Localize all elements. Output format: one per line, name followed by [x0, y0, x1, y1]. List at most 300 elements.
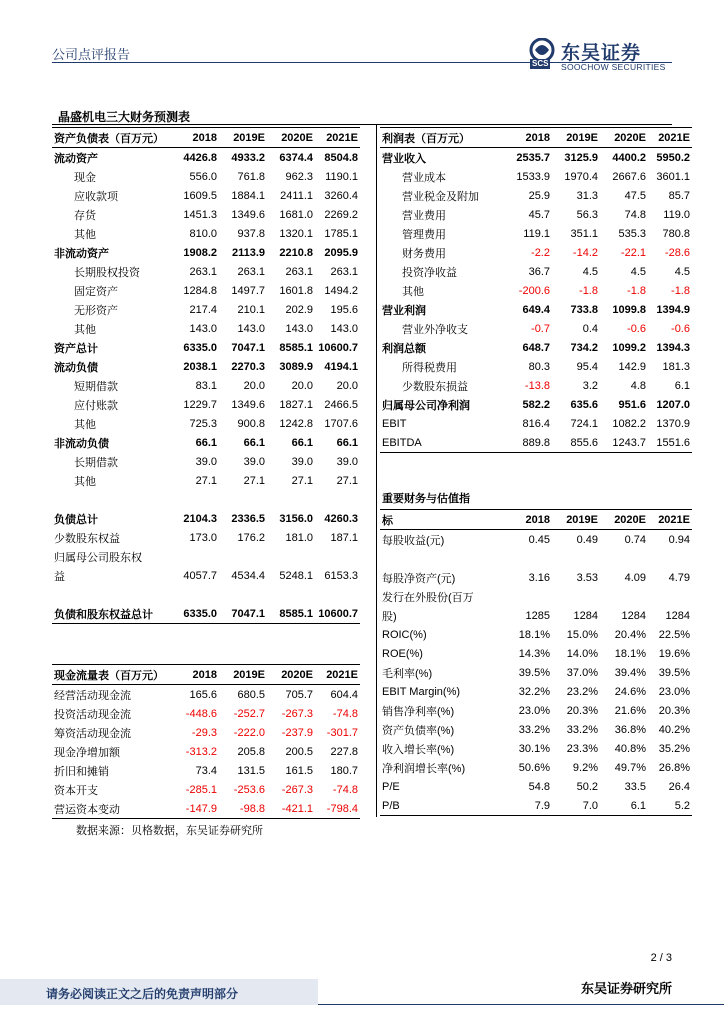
ratios-row-label: P/E: [382, 780, 400, 793]
ratios-row: [380, 720, 692, 739]
title-divider: [52, 124, 672, 125]
ratios-row-label: P/B: [380, 796, 504, 816]
ratios-cell: 20.4%: [614, 628, 646, 641]
balance-cell: 27.1: [291, 474, 313, 487]
income-row-label: 管理费用: [402, 228, 446, 241]
income-cell: 1099.2: [612, 341, 646, 354]
balance-cell: 263.1: [189, 265, 217, 278]
balance-cell: 2466.5: [324, 398, 358, 411]
cashflow-header-cell: 2019E: [219, 665, 267, 685]
balance-row-label: 其他: [74, 418, 96, 431]
balance-cell: 202.9: [285, 303, 313, 316]
ratios-row: [380, 758, 692, 777]
income-header-cell: 利润表（百万元）: [380, 128, 504, 148]
cashflow-header-cell: 2018: [172, 665, 219, 685]
income-cell: 4.5: [582, 265, 598, 278]
income-cell: 4400.2: [612, 151, 646, 164]
income-cell: 535.3: [618, 227, 646, 240]
balance-cell: 6335.0: [183, 341, 217, 354]
income-cell: 734.2: [570, 341, 598, 354]
ratios-row: [380, 796, 692, 816]
income-cell: 1551.6: [648, 433, 692, 453]
balance-row: [52, 395, 360, 414]
footer-disclaimer: 请务必阅读正文之后的免责声明部分: [46, 987, 239, 1001]
balance-cell: 3260.4: [324, 189, 358, 202]
balance-cell: 10600.7: [315, 604, 360, 624]
ratios-cell: 6.1: [600, 796, 648, 816]
balance-row-label: [52, 490, 172, 509]
cashflow-cell: -98.8: [219, 799, 267, 819]
cashflow-cell: -237.9: [281, 726, 313, 739]
income-row-label: 营业成本: [402, 171, 446, 184]
balance-cell: 6374.4: [279, 151, 313, 164]
balance-cell: 725.3: [189, 417, 217, 430]
ratios-cell: 14.3%: [518, 647, 550, 660]
cashflow-header-cell: 2020E: [267, 665, 315, 685]
income-row-label: 营业利润: [382, 304, 426, 317]
ratios-cell: 3.16: [528, 571, 550, 584]
income-row: [380, 224, 692, 243]
balance-row: [52, 433, 360, 452]
income-cell: 648.7: [522, 341, 550, 354]
balance-row-label: 非流动负债: [54, 437, 109, 450]
ratios-row-label: 销售净利率(%): [382, 705, 455, 718]
income-cell: 3601.1: [656, 170, 690, 183]
cashflow-row-label: 现金净增加额: [54, 746, 120, 759]
income-cell: -14.2: [572, 246, 598, 259]
balance-cell: [219, 585, 267, 604]
income-statement-table: [380, 127, 692, 453]
balance-header-cell: 2018: [172, 128, 219, 148]
income-cell: 816.4: [522, 417, 550, 430]
balance-row: [52, 547, 360, 566]
cashflow-cell: 227.8: [330, 745, 358, 758]
balance-cell: 1349.6: [231, 398, 265, 411]
cashflow-cell: -285.1: [185, 783, 217, 796]
footer-institute: 东吴证券研究所: [580, 981, 672, 996]
cashflow-cell: 200.5: [285, 745, 313, 758]
income-cell: 4.8: [630, 379, 646, 392]
income-cell: 47.5: [624, 189, 646, 202]
ratios-cell: 20.3%: [658, 704, 690, 717]
cashflow-row-label: 营运资本变动: [52, 799, 172, 819]
balance-cell: 66.1: [243, 436, 265, 449]
balance-cell: 20.0: [291, 379, 313, 392]
income-header-cell: 2021E: [648, 128, 692, 148]
balance-cell: 2210.8: [279, 246, 313, 259]
balance-cell: 27.1: [336, 474, 358, 487]
balance-row-label: 归属母公司股东权: [54, 551, 142, 564]
balance-row: [52, 604, 360, 624]
balance-row: [52, 490, 360, 509]
income-cell: 36.7: [528, 265, 550, 278]
income-cell: 1207.0: [656, 398, 690, 411]
balance-cell: 1190.1: [325, 170, 358, 183]
ratios-cell: 5.2: [648, 796, 692, 816]
ratios-cell: [504, 549, 552, 568]
ratios-cell: 26.8%: [658, 761, 690, 774]
income-cell: 351.1: [570, 227, 598, 240]
balance-row: [52, 148, 360, 168]
ratios-cell: 20.3%: [566, 704, 598, 717]
balance-cell: 5248.1: [279, 569, 313, 582]
ratios-cell: 21.6%: [614, 704, 646, 717]
income-cell: 85.7: [668, 189, 690, 202]
ratios-table: [380, 509, 692, 816]
income-cell: -1.8: [579, 284, 598, 297]
ratios-cell: 33.2%: [566, 723, 598, 736]
ratios-cell: 1285: [525, 609, 550, 622]
cashflow-cell: -421.1: [267, 799, 315, 819]
income-row: [380, 262, 692, 281]
balance-row: [52, 376, 360, 395]
cashflow-header-cell: 2021E: [315, 665, 360, 685]
income-cell: -0.6: [671, 322, 690, 335]
income-cell: 25.9: [528, 189, 550, 202]
balance-row: [52, 319, 360, 338]
income-row-label: EBITDA: [380, 433, 504, 453]
income-cell: 31.3: [576, 189, 598, 202]
balance-cell: [315, 490, 360, 509]
balance-cell: [172, 490, 219, 509]
cashflow-row: [52, 704, 360, 723]
income-cell: 0.4: [582, 322, 598, 335]
ratios-cell: 35.2%: [658, 742, 690, 755]
ratios-cell: 7.9: [504, 796, 552, 816]
income-row: [380, 395, 692, 414]
balance-cell: 1229.7: [183, 398, 217, 411]
balance-cell: 900.8: [237, 417, 265, 430]
cashflow-row: [52, 742, 360, 761]
income-cell: 1370.9: [656, 417, 690, 430]
balance-cell: 556.0: [189, 170, 217, 183]
balance-row-label: 流动资产: [54, 152, 98, 165]
ratios-cell: 49.7%: [614, 761, 646, 774]
income-cell: 1533.9: [516, 170, 550, 183]
ratios-cell: [552, 549, 600, 568]
balance-row: [52, 205, 360, 224]
cashflow-cell: 161.5: [285, 764, 313, 777]
ratios-header-row: [380, 510, 692, 530]
balance-cell: 1884.1: [231, 189, 265, 202]
balance-cell: 1242.8: [279, 417, 313, 430]
balance-cell: 66.1: [195, 436, 217, 449]
balance-cell: 2336.5: [231, 512, 265, 525]
cashflow-row-label: 资本开支: [54, 784, 98, 797]
ratios-row: [380, 530, 692, 550]
cashflow-cell: -222.0: [233, 726, 265, 739]
ratios-row-label: ROE(%): [382, 647, 423, 660]
income-header-cell: 2018: [504, 128, 552, 148]
balance-cell: 962.3: [285, 170, 313, 183]
cashflow-cell: 604.4: [330, 688, 358, 701]
balance-row: [52, 509, 360, 528]
income-row: [380, 300, 692, 319]
balance-row: [52, 243, 360, 262]
balance-cell: 176.2: [237, 531, 265, 544]
income-cell: 3125.9: [564, 151, 598, 164]
balance-cell: 4933.2: [231, 151, 265, 164]
income-cell: 855.6: [552, 433, 600, 453]
income-cell: 5950.2: [656, 151, 690, 164]
ratios-row-label: ROIC(%): [382, 628, 427, 641]
ratios-cell: 18.1%: [518, 628, 550, 641]
balance-row-label: 非流动资产: [54, 247, 109, 260]
income-cell: -1.8: [627, 284, 646, 297]
balance-cell: 810.0: [189, 227, 217, 240]
balance-cell: 4057.7: [183, 569, 217, 582]
income-row-label: 营业费用: [402, 209, 446, 222]
income-cell: -200.6: [518, 284, 550, 297]
ratios-cell: 50.2: [576, 780, 598, 793]
balance-row: [52, 357, 360, 376]
balance-row: [52, 471, 360, 490]
ratios-row-label: 发行在外股份(百万: [382, 591, 474, 604]
income-cell: 4.5: [674, 265, 690, 278]
cashflow-header-cell: 现金流量表（百万元）: [52, 665, 172, 685]
ratios-row: [380, 625, 692, 644]
income-row-label: 财务费用: [402, 247, 446, 260]
balance-row-label: 资产总计: [54, 342, 98, 355]
ratios-row-label: [380, 549, 504, 568]
ratios-cell: [552, 587, 600, 606]
income-cell: 951.6: [618, 398, 646, 411]
balance-cell: 143.0: [330, 322, 358, 335]
balance-sheet-table: [52, 127, 360, 624]
ratios-row-label: 每股收益(元): [382, 534, 445, 547]
income-cell: 74.8: [624, 208, 646, 221]
cashflow-cell: -301.7: [326, 726, 358, 739]
ratios-row: [380, 606, 692, 625]
cashflow-row: [52, 799, 360, 819]
balance-header-cell: 2020E: [267, 128, 315, 148]
balance-row: [52, 585, 360, 604]
balance-row-label: 现金: [74, 171, 96, 184]
balance-row: [52, 186, 360, 205]
balance-row-label: 其他: [74, 475, 96, 488]
balance-row-label: 流动负债: [54, 361, 98, 374]
income-row: [380, 319, 692, 338]
balance-row-label: 少数股东权益: [54, 532, 120, 545]
ratios-cell: [648, 549, 692, 568]
cashflow-cell: 705.7: [285, 688, 313, 701]
ratios-row-label: 每股净资产(元): [382, 572, 456, 585]
balance-cell: 3089.9: [279, 360, 313, 373]
balance-row: [52, 224, 360, 243]
balance-row: [52, 528, 360, 547]
balance-cell: 143.0: [285, 322, 313, 335]
balance-cell: 39.0: [291, 455, 313, 468]
balance-cell: 8585.1: [279, 341, 313, 354]
income-cell: 119.1: [523, 227, 550, 240]
cashflow-row: [52, 780, 360, 799]
table-title: 晶盛机电三大财务预测表: [58, 110, 191, 124]
ratios-cell: 4.09: [624, 571, 646, 584]
balance-cell: 1349.6: [231, 208, 265, 221]
income-cell: -0.6: [627, 322, 646, 335]
ratios-cell: 22.5%: [658, 628, 690, 641]
balance-cell: 2269.2: [324, 208, 358, 221]
ratios-cell: 24.6%: [614, 685, 646, 698]
balance-cell: 4260.3: [324, 512, 358, 525]
income-cell: 142.9: [618, 360, 646, 373]
income-cell: 1243.7: [600, 433, 648, 453]
cashflow-cell: -267.3: [281, 707, 313, 720]
income-row-label: 营业收入: [382, 152, 426, 165]
cashflow-row: [52, 761, 360, 780]
ratios-cell: 40.8%: [614, 742, 646, 755]
balance-cell: [267, 547, 315, 566]
ratios-cell: 9.2%: [572, 761, 598, 774]
income-cell: 780.8: [662, 227, 690, 240]
balance-cell: 7047.1: [231, 341, 265, 354]
ratios-header-cell: 2019E: [552, 510, 600, 530]
balance-cell: [267, 585, 315, 604]
ratios-cell: 23.0%: [658, 685, 690, 698]
balance-cell: 1609.5: [183, 189, 217, 202]
balance-cell: 143.0: [189, 322, 217, 335]
cashflow-cell: -74.8: [332, 707, 358, 720]
income-row: [380, 243, 692, 262]
balance-cell: 1320.1: [279, 227, 313, 240]
income-row-label: 少数股东损益: [402, 380, 468, 393]
balance-row-label: 长期股权投资: [74, 266, 140, 279]
ratios-cell: 23.2%: [566, 685, 598, 698]
income-cell: 4.5: [630, 265, 646, 278]
ratios-cell: 1284: [621, 609, 646, 622]
balance-cell: 1785.1: [324, 227, 358, 240]
income-cell: -13.8: [524, 379, 550, 392]
balance-row-label: 存货: [74, 209, 96, 222]
ratios-cell: 0.49: [576, 533, 598, 546]
income-cell: -28.6: [664, 246, 690, 259]
ratios-header-cell: 2021E: [648, 510, 692, 530]
balance-row-label: 其他: [74, 228, 96, 241]
ratios-row: [380, 568, 692, 587]
balance-cell: 2104.3: [183, 512, 217, 525]
balance-cell: 7047.1: [219, 604, 267, 624]
balance-cell: 173.0: [189, 531, 217, 544]
balance-cell: 4426.8: [183, 151, 217, 164]
balance-cell: 1284.8: [183, 284, 217, 297]
balance-row: [52, 414, 360, 433]
balance-cell: 1451.3: [183, 208, 217, 221]
cashflow-cell: 205.8: [237, 745, 265, 758]
ratios-cell: 36.8%: [614, 723, 646, 736]
balance-cell: [267, 490, 315, 509]
balance-cell: 83.1: [195, 379, 217, 392]
income-row: [380, 433, 692, 453]
balance-header-row: [52, 128, 360, 148]
logo-chinese-text: 东吴证券: [561, 42, 642, 64]
cashflow-row-label: 投资活动现金流: [54, 708, 131, 721]
ratios-cell: 15.0%: [566, 628, 598, 641]
balance-cell: 937.8: [237, 227, 265, 240]
balance-cell: [315, 547, 360, 566]
income-row: [380, 281, 692, 300]
ratios-cell: 32.2%: [518, 685, 550, 698]
income-row-label: 利润总额: [382, 342, 426, 355]
income-row: [380, 205, 692, 224]
cashflow-cell: 165.6: [189, 688, 217, 701]
balance-row-label: [52, 585, 172, 604]
cashflow-cell: -147.9: [172, 799, 219, 819]
cashflow-cell: -74.8: [332, 783, 358, 796]
income-cell: -2.2: [531, 246, 550, 259]
income-header-cell: 2019E: [552, 128, 600, 148]
ratios-cell: 1284: [665, 609, 690, 622]
balance-header-cell: 2019E: [219, 128, 267, 148]
ratios-row-label: EBIT Margin(%): [382, 685, 461, 698]
ratios-cell: 0.94: [668, 533, 690, 546]
ratios-row-label: 净利润增长率(%): [382, 762, 466, 775]
income-row: [380, 357, 692, 376]
income-cell: -22.1: [620, 246, 646, 259]
balance-cell: 27.1: [195, 474, 217, 487]
balance-row-label: 固定资产: [74, 285, 118, 298]
balance-cell: 1601.8: [279, 284, 313, 297]
income-row-label: 归属母公司净利润: [382, 399, 470, 412]
income-cell: 889.8: [504, 433, 552, 453]
income-row: [380, 338, 692, 357]
ratios-header-cell: 2020E: [600, 510, 648, 530]
logo-scs-text: SCS: [532, 59, 549, 68]
balance-row: [52, 338, 360, 357]
ratios-cell: 0.45: [528, 533, 550, 546]
balance-cell: 2270.3: [231, 360, 265, 373]
balance-cell: 20.0: [336, 379, 358, 392]
ratios-cell: [648, 587, 692, 606]
ratios-cell: 19.6%: [658, 647, 690, 660]
ratios-header-cell: 标: [380, 510, 504, 530]
ratios-title-line1: 重要财务与估值指: [382, 493, 470, 505]
ratios-cell: 37.0%: [566, 666, 598, 679]
balance-cell: 1908.2: [183, 246, 217, 259]
balance-cell: 1707.6: [324, 417, 358, 430]
cashflow-row: [52, 685, 360, 705]
footer-divider: [318, 1004, 724, 1005]
ratios-row: [380, 549, 692, 568]
income-row-label: 营业外净收支: [402, 323, 468, 336]
income-cell: -1.8: [671, 284, 690, 297]
balance-cell: [172, 547, 219, 566]
balance-cell: 66.1: [336, 436, 358, 449]
income-row-label: EBIT: [382, 417, 407, 430]
income-cell: 119.0: [663, 208, 690, 221]
ratios-cell: 0.74: [624, 533, 646, 546]
balance-cell: 39.0: [195, 455, 217, 468]
ratios-row: [380, 682, 692, 701]
cashflow-cell: 180.7: [330, 764, 358, 777]
income-cell: 1394.9: [656, 303, 690, 316]
balance-cell: 210.1: [237, 303, 265, 316]
ratios-cell: 23.0%: [518, 704, 550, 717]
balance-cell: 3156.0: [279, 512, 313, 525]
balance-cell: 4194.1: [324, 360, 358, 373]
cashflow-cell: 73.4: [195, 764, 217, 777]
cashflow-cell: 680.5: [237, 688, 265, 701]
income-row-label: 其他: [402, 285, 424, 298]
income-row: [380, 376, 692, 395]
income-cell: 582.2: [522, 398, 550, 411]
income-cell: 1082.2: [612, 417, 646, 430]
ratios-cell: 26.4: [668, 780, 690, 793]
balance-row-label: 长期借款: [74, 456, 118, 469]
ratios-header-cell: 2018: [504, 510, 552, 530]
cashflow-cell: -313.2: [185, 745, 217, 758]
income-cell: 2535.7: [516, 151, 550, 164]
balance-row-label: 应付账款: [74, 399, 118, 412]
